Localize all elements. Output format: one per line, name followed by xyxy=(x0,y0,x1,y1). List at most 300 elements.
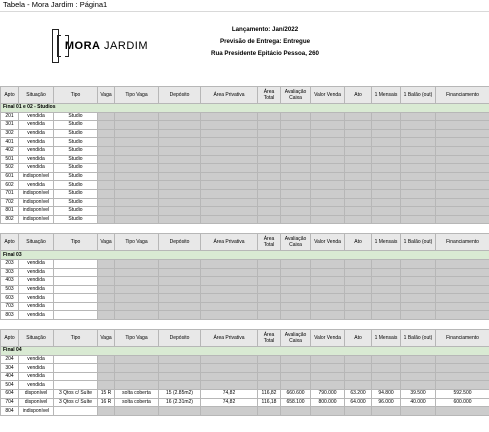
table-cell xyxy=(159,207,201,216)
table-cell xyxy=(159,381,201,390)
situacao-cell: vendida xyxy=(19,112,54,121)
table-cell xyxy=(115,259,159,268)
table-cell xyxy=(159,215,201,224)
table-cell xyxy=(436,215,489,224)
table-cell xyxy=(115,138,159,147)
table-row xyxy=(1,215,489,224)
table-cell xyxy=(281,302,311,311)
table-cell xyxy=(115,355,159,364)
table-cell xyxy=(345,381,372,390)
table-cell xyxy=(436,285,489,294)
table-row xyxy=(1,164,489,173)
situacao-cell: vendida xyxy=(19,138,54,147)
situacao-cell: vendida xyxy=(19,381,54,390)
address: Rua Presidente Epitácio Pessoa, 260 xyxy=(211,50,319,57)
table-cell xyxy=(159,277,201,286)
table-cell xyxy=(115,112,159,121)
table-cell xyxy=(98,285,115,294)
table-cell xyxy=(258,155,281,164)
table-cell: 660.600 xyxy=(281,390,311,399)
table-cell xyxy=(345,207,372,216)
table-cell xyxy=(159,407,201,416)
table-cell xyxy=(258,407,281,416)
table-cell xyxy=(159,285,201,294)
table-cell xyxy=(281,138,311,147)
table-cell xyxy=(401,121,436,130)
table-cell xyxy=(98,121,115,130)
table-cell xyxy=(98,129,115,138)
table-cell xyxy=(115,285,159,294)
table-cell xyxy=(436,181,489,190)
table-cell xyxy=(372,302,401,311)
table-cell xyxy=(345,121,372,130)
table-cell xyxy=(98,311,115,320)
table-row xyxy=(1,268,489,277)
table-cell xyxy=(401,146,436,155)
table-cell xyxy=(345,268,372,277)
table-cell: Studio xyxy=(54,112,98,121)
table-cell xyxy=(345,355,372,364)
table-header-row xyxy=(1,234,489,251)
table-cell xyxy=(115,294,159,303)
table-cell xyxy=(258,112,281,121)
table-cell: 3 Qtos c/ Suíte xyxy=(54,390,98,399)
table-cell xyxy=(281,146,311,155)
section-title-row xyxy=(1,251,489,260)
table-cell xyxy=(281,277,311,286)
table-cell xyxy=(311,302,345,311)
table-cell xyxy=(401,311,436,320)
table-cell xyxy=(115,215,159,224)
table-cell xyxy=(401,259,436,268)
table-cell: 39.500 xyxy=(401,390,436,399)
situacao-cell: vendida xyxy=(19,129,54,138)
apto-cell: 203 xyxy=(1,259,19,268)
table-cell xyxy=(436,146,489,155)
table-cell xyxy=(401,172,436,181)
table-cell xyxy=(201,268,258,277)
apto-cell: 201 xyxy=(1,112,19,121)
table-cell xyxy=(311,311,345,320)
table-cell xyxy=(98,268,115,277)
table-cell xyxy=(436,121,489,130)
table-cell xyxy=(311,198,345,207)
table-cell xyxy=(201,381,258,390)
column-header: 1 Balão (out) xyxy=(401,87,436,104)
table-cell xyxy=(98,181,115,190)
table-cell xyxy=(98,215,115,224)
table-cell xyxy=(311,207,345,216)
apto-cell: 504 xyxy=(1,381,19,390)
table-cell xyxy=(54,259,98,268)
table-cell: Studio xyxy=(54,146,98,155)
table-cell xyxy=(258,381,281,390)
table-cell xyxy=(311,129,345,138)
table-row xyxy=(1,364,489,373)
table-cell xyxy=(372,268,401,277)
table-cell: Studio xyxy=(54,138,98,147)
table-cell xyxy=(311,172,345,181)
table-cell xyxy=(281,207,311,216)
table-cell xyxy=(281,112,311,121)
table-cell xyxy=(372,198,401,207)
table-cell xyxy=(54,285,98,294)
table-cell xyxy=(436,277,489,286)
column-header: Depósito xyxy=(159,234,201,251)
table-cell xyxy=(345,155,372,164)
table-cell xyxy=(258,259,281,268)
situacao-cell: vendida xyxy=(19,372,54,381)
apto-cell: 801 xyxy=(1,207,19,216)
table-cell xyxy=(159,355,201,364)
situacao-cell: indisponível xyxy=(19,207,54,216)
table-cell xyxy=(201,189,258,198)
table-cell xyxy=(372,372,401,381)
table-cell xyxy=(311,355,345,364)
table-cell xyxy=(311,164,345,173)
table-cell xyxy=(311,277,345,286)
table-row xyxy=(1,398,489,407)
table-cell xyxy=(98,198,115,207)
table-cell xyxy=(115,207,159,216)
table-cell xyxy=(372,364,401,373)
table-cell xyxy=(436,189,489,198)
table-cell: Studio xyxy=(54,155,98,164)
column-header: Vaga xyxy=(98,87,115,104)
situacao-cell: indisponível xyxy=(19,189,54,198)
table-cell xyxy=(311,189,345,198)
table-cell: 116,82 xyxy=(258,390,281,399)
table-cell: 74,82 xyxy=(201,398,258,407)
table-cell xyxy=(436,155,489,164)
table-cell xyxy=(345,146,372,155)
table-cell xyxy=(345,189,372,198)
table-cell xyxy=(159,155,201,164)
table-cell xyxy=(401,138,436,147)
table-cell xyxy=(159,302,201,311)
table-cell xyxy=(54,277,98,286)
section-title-row xyxy=(1,347,489,356)
apto-cell: 404 xyxy=(1,372,19,381)
table-cell: 64.000 xyxy=(345,398,372,407)
table-cell xyxy=(258,268,281,277)
section-spacer xyxy=(1,320,489,330)
table-cell: Studio xyxy=(54,215,98,224)
table-cell xyxy=(281,311,311,320)
table-cell xyxy=(98,164,115,173)
column-header: Valor Venda xyxy=(311,330,345,347)
table-cell xyxy=(311,215,345,224)
column-header: Avaliação Caixa xyxy=(281,87,311,104)
table-cell xyxy=(98,302,115,311)
table-row xyxy=(1,121,489,130)
table-cell xyxy=(401,207,436,216)
table-cell: Studio xyxy=(54,198,98,207)
table-cell xyxy=(54,355,98,364)
situacao-cell: vendida xyxy=(19,181,54,190)
table-cell: 16 (2.31m2) xyxy=(159,398,201,407)
table-cell xyxy=(258,277,281,286)
table-cell: 3 Qtos c/ Suíte xyxy=(54,398,98,407)
apto-cell: 502 xyxy=(1,164,19,173)
section-title: Final 03 xyxy=(1,251,489,260)
table-cell xyxy=(345,164,372,173)
table-cell xyxy=(201,207,258,216)
table-cell xyxy=(159,172,201,181)
column-header: Tipo xyxy=(54,234,98,251)
table-cell xyxy=(115,407,159,416)
table-row xyxy=(1,129,489,138)
table-cell xyxy=(159,121,201,130)
apto-cell: 503 xyxy=(1,285,19,294)
situacao-cell: vendida xyxy=(19,355,54,364)
table-cell xyxy=(98,407,115,416)
apto-cell: 301 xyxy=(1,121,19,130)
column-header: Financiamento xyxy=(436,234,489,251)
table-cell xyxy=(372,138,401,147)
table-cell xyxy=(54,407,98,416)
table-cell: 592.500 xyxy=(436,390,489,399)
table-cell xyxy=(281,155,311,164)
table-cell xyxy=(281,259,311,268)
situacao-cell: vendida xyxy=(19,285,54,294)
table-cell: solta coberta xyxy=(115,390,159,399)
table-cell xyxy=(372,277,401,286)
table-cell xyxy=(281,198,311,207)
document-title: Tabela - Mora Jardim : Página1 xyxy=(3,0,108,9)
table-cell xyxy=(258,285,281,294)
section-title-row xyxy=(1,104,489,113)
table-cell xyxy=(436,311,489,320)
table-cell xyxy=(54,311,98,320)
table-cell xyxy=(311,259,345,268)
apto-cell: 603 xyxy=(1,294,19,303)
situacao-cell: indisponível xyxy=(19,215,54,224)
table-row xyxy=(1,172,489,181)
column-header: Área Total xyxy=(258,330,281,347)
apto-cell: 402 xyxy=(1,146,19,155)
table-cell xyxy=(201,121,258,130)
table-cell xyxy=(201,302,258,311)
table-header-row xyxy=(1,330,489,347)
table-cell xyxy=(115,172,159,181)
table-cell xyxy=(115,181,159,190)
column-header: Ato xyxy=(345,234,372,251)
column-header: Área Privativa xyxy=(201,234,258,251)
table-cell xyxy=(372,129,401,138)
table-cell xyxy=(98,259,115,268)
table-cell xyxy=(345,311,372,320)
table-cell xyxy=(258,207,281,216)
table-cell xyxy=(54,381,98,390)
table-cell xyxy=(201,181,258,190)
situacao-cell: vendida xyxy=(19,155,54,164)
table-cell xyxy=(345,138,372,147)
table-row xyxy=(1,381,489,390)
column-header: Vaga xyxy=(98,234,115,251)
situacao-cell: vendida xyxy=(19,259,54,268)
section-spacer xyxy=(1,224,489,234)
column-header: Tipo Vaga xyxy=(115,87,159,104)
table-cell xyxy=(281,189,311,198)
table-cell: 116,18 xyxy=(258,398,281,407)
table-cell xyxy=(115,155,159,164)
table-cell xyxy=(115,129,159,138)
table-cell xyxy=(401,181,436,190)
table-cell xyxy=(345,364,372,373)
table-cell xyxy=(436,302,489,311)
table-cell xyxy=(401,285,436,294)
table-cell xyxy=(201,138,258,147)
table-cell xyxy=(201,355,258,364)
table-cell xyxy=(281,294,311,303)
table-cell xyxy=(401,129,436,138)
table-cell xyxy=(98,381,115,390)
table-cell xyxy=(372,207,401,216)
table-cell xyxy=(281,285,311,294)
table-cell: 63.200 xyxy=(345,390,372,399)
table-cell xyxy=(281,268,311,277)
table-cell xyxy=(401,372,436,381)
table-cell xyxy=(436,172,489,181)
table-cell xyxy=(345,277,372,286)
table-row xyxy=(1,372,489,381)
table-cell: 94.800 xyxy=(372,390,401,399)
table-cell xyxy=(372,164,401,173)
table-cell xyxy=(201,155,258,164)
table-cell xyxy=(281,355,311,364)
table-row xyxy=(1,390,489,399)
column-header: Área Privativa xyxy=(201,330,258,347)
table-cell xyxy=(98,112,115,121)
title-divider xyxy=(0,11,489,12)
table-cell xyxy=(311,294,345,303)
apto-cell: 601 xyxy=(1,172,19,181)
table-cell xyxy=(98,364,115,373)
situacao-cell: indisponível xyxy=(19,198,54,207)
situacao-cell: disponível xyxy=(19,390,54,399)
table-row xyxy=(1,189,489,198)
table-row xyxy=(1,155,489,164)
column-header: Financiamento xyxy=(436,330,489,347)
table-cell xyxy=(436,112,489,121)
logo-mark-icon xyxy=(52,29,59,63)
table-cell xyxy=(372,285,401,294)
table-cell xyxy=(115,381,159,390)
table-row xyxy=(1,207,489,216)
apto-cell: 701 xyxy=(1,189,19,198)
table-cell: Studio xyxy=(54,181,98,190)
table-cell xyxy=(401,215,436,224)
logo-wordmark xyxy=(65,40,148,52)
column-header: Tipo xyxy=(54,87,98,104)
mora-jardim-logo xyxy=(52,24,148,68)
table-cell xyxy=(258,302,281,311)
table-cell xyxy=(372,259,401,268)
table-cell: 74,82 xyxy=(201,390,258,399)
table-cell xyxy=(258,364,281,373)
situacao-cell: indisponível xyxy=(19,172,54,181)
column-header: Ato xyxy=(345,87,372,104)
table-cell xyxy=(345,372,372,381)
table-cell xyxy=(258,198,281,207)
table-cell xyxy=(98,146,115,155)
table-cell: Studio xyxy=(54,129,98,138)
table-cell xyxy=(115,146,159,155)
column-header: 1 Balão (out) xyxy=(401,234,436,251)
apto-cell: 403 xyxy=(1,277,19,286)
table-cell xyxy=(345,285,372,294)
column-header: 1 Balão (out) xyxy=(401,330,436,347)
situacao-cell: indisponível xyxy=(19,407,54,416)
apto-cell: 401 xyxy=(1,138,19,147)
table-cell xyxy=(98,294,115,303)
table-cell xyxy=(159,311,201,320)
table-row xyxy=(1,259,489,268)
table-cell xyxy=(436,372,489,381)
column-header: Ato xyxy=(345,330,372,347)
table-cell xyxy=(201,112,258,121)
table-cell: 15 R xyxy=(98,390,115,399)
column-header: Situação xyxy=(19,87,54,104)
table-cell xyxy=(372,112,401,121)
table-cell: Studio xyxy=(54,172,98,181)
table-cell xyxy=(258,129,281,138)
table-cell xyxy=(115,364,159,373)
section-title: Final 01 e 02 - Studios xyxy=(1,104,489,113)
table-cell xyxy=(311,112,345,121)
table-cell: Studio xyxy=(54,207,98,216)
table-cell: 790.000 xyxy=(311,390,345,399)
column-header: Apto xyxy=(1,330,19,347)
apto-cell: 702 xyxy=(1,198,19,207)
table-cell xyxy=(258,355,281,364)
table-cell xyxy=(401,198,436,207)
table-cell xyxy=(345,302,372,311)
table-cell xyxy=(311,372,345,381)
apto-cell: 302 xyxy=(1,129,19,138)
table-row xyxy=(1,198,489,207)
table-cell xyxy=(401,294,436,303)
apto-cell: 602 xyxy=(1,181,19,190)
column-header: Apto xyxy=(1,87,19,104)
table-cell xyxy=(159,164,201,173)
table-cell: Studio xyxy=(54,189,98,198)
table-cell xyxy=(345,112,372,121)
column-header: Área Total xyxy=(258,87,281,104)
table-header-row xyxy=(1,87,489,104)
table-cell xyxy=(436,138,489,147)
table-cell xyxy=(159,372,201,381)
column-header: Valor Venda xyxy=(311,234,345,251)
table-row xyxy=(1,355,489,364)
table-cell xyxy=(372,294,401,303)
table-cell xyxy=(401,112,436,121)
table-cell xyxy=(159,189,201,198)
column-header: Valor Venda xyxy=(311,87,345,104)
table-cell xyxy=(372,311,401,320)
sheet-header xyxy=(0,14,489,84)
table-cell xyxy=(281,129,311,138)
table-row xyxy=(1,277,489,286)
table-row xyxy=(1,311,489,320)
table-cell xyxy=(311,407,345,416)
table-cell xyxy=(258,121,281,130)
table-cell xyxy=(54,372,98,381)
apto-cell: 802 xyxy=(1,215,19,224)
table-cell xyxy=(201,129,258,138)
table-cell xyxy=(281,172,311,181)
